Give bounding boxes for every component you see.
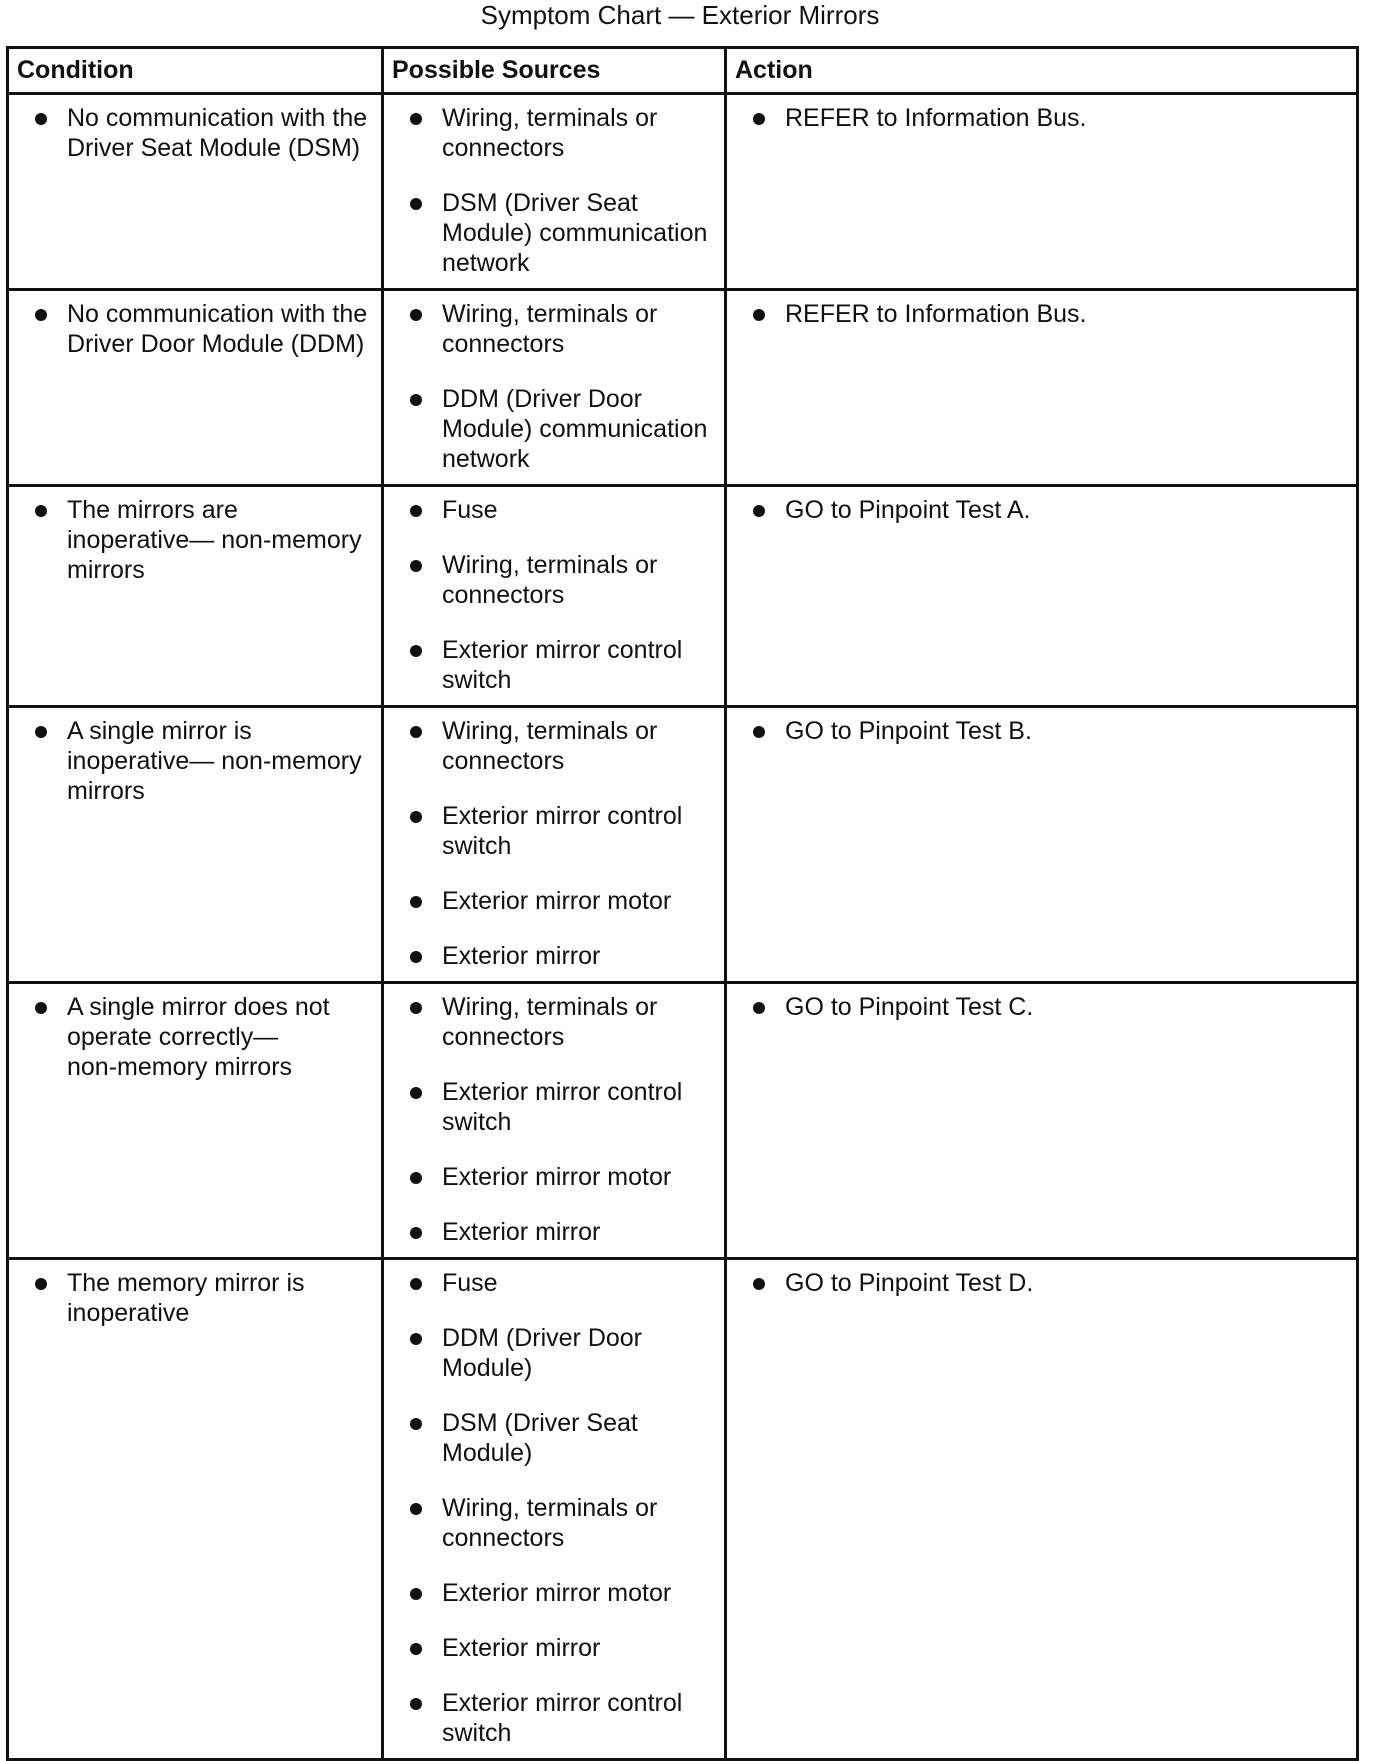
table-row <box>8 94 1358 290</box>
source-item: Exterior mirror control switch <box>394 635 714 695</box>
sources-cell <box>383 983 726 1259</box>
header-action: Action <box>726 48 1358 94</box>
source-item: DDM (Driver Door Module) communication network <box>394 384 714 474</box>
source-item: Wiring, terminals or connectors <box>394 1493 714 1553</box>
sources-cell <box>383 290 726 486</box>
source-item: DSM (Driver Seat Module) <box>394 1408 714 1468</box>
source-item: Exterior mirror <box>394 941 714 971</box>
source-item: Exterior mirror <box>394 1633 714 1663</box>
condition-text: A single mirror is inoperative— non-memory mirrors <box>19 716 371 806</box>
action-text: GO to Pinpoint Test A. <box>737 495 1346 525</box>
condition-cell <box>8 290 383 486</box>
source-item: Wiring, terminals or connectors <box>394 550 714 610</box>
condition-text: No communication with the Driver Door Module (DDM) <box>19 299 371 359</box>
condition-text: No communication with the Driver Seat Module (DSM) <box>19 103 371 163</box>
source-item: Wiring, terminals or connectors <box>394 716 714 776</box>
sources-cell <box>383 707 726 983</box>
condition-text: The memory mirror is inoperative <box>19 1268 371 1328</box>
condition-cell <box>8 94 383 290</box>
header-possible-sources: Possible Sources <box>383 48 726 94</box>
source-item: Wiring, terminals or connectors <box>394 103 714 163</box>
table-row <box>8 707 1358 983</box>
table-row <box>8 1259 1358 1760</box>
source-item: Exterior mirror motor <box>394 886 714 916</box>
action-text: GO to Pinpoint Test B. <box>737 716 1346 746</box>
action-text: REFER to Information Bus. <box>737 103 1346 133</box>
table-row <box>8 983 1358 1259</box>
table-row <box>8 486 1358 707</box>
condition-text: A single mirror does not operate correctly— non-memory mirrors <box>19 992 371 1082</box>
condition-cell <box>8 983 383 1259</box>
source-item: DDM (Driver Door Module) <box>394 1323 714 1383</box>
source-item: Exterior mirror motor <box>394 1162 714 1192</box>
action-text: GO to Pinpoint Test C. <box>737 992 1346 1022</box>
source-item: Fuse <box>394 1268 714 1298</box>
sources-cell <box>383 486 726 707</box>
page-title: Symptom Chart — Exterior Mirrors <box>480 0 880 30</box>
condition-cell <box>8 1259 383 1760</box>
action-cell <box>726 707 1358 983</box>
source-item: Exterior mirror control switch <box>394 801 714 861</box>
sources-cell <box>383 94 726 290</box>
action-cell <box>726 983 1358 1259</box>
source-item: Exterior mirror <box>394 1217 714 1247</box>
action-text: GO to Pinpoint Test D. <box>737 1268 1346 1298</box>
header-condition: Condition <box>8 48 383 94</box>
action-cell <box>726 94 1358 290</box>
action-cell <box>726 1259 1358 1760</box>
source-item: DSM (Driver Seat Module) communication network <box>394 188 714 278</box>
action-cell <box>726 290 1358 486</box>
action-text: REFER to Information Bus. <box>737 299 1346 329</box>
source-item: Wiring, terminals or connectors <box>394 992 714 1052</box>
condition-text: The mirrors are inoperative— non-memory mirrors <box>19 495 371 585</box>
table-row <box>8 290 1358 486</box>
condition-cell <box>8 486 383 707</box>
source-item: Exterior mirror motor <box>394 1578 714 1608</box>
symptom-chart-table <box>6 46 1359 1761</box>
action-cell <box>726 486 1358 707</box>
sources-cell <box>383 1259 726 1760</box>
source-item: Fuse <box>394 495 714 525</box>
source-item: Exterior mirror control switch <box>394 1688 714 1748</box>
table-header-row <box>8 48 1358 94</box>
source-item: Exterior mirror control switch <box>394 1077 714 1137</box>
source-item: Wiring, terminals or connectors <box>394 299 714 359</box>
condition-cell <box>8 707 383 983</box>
